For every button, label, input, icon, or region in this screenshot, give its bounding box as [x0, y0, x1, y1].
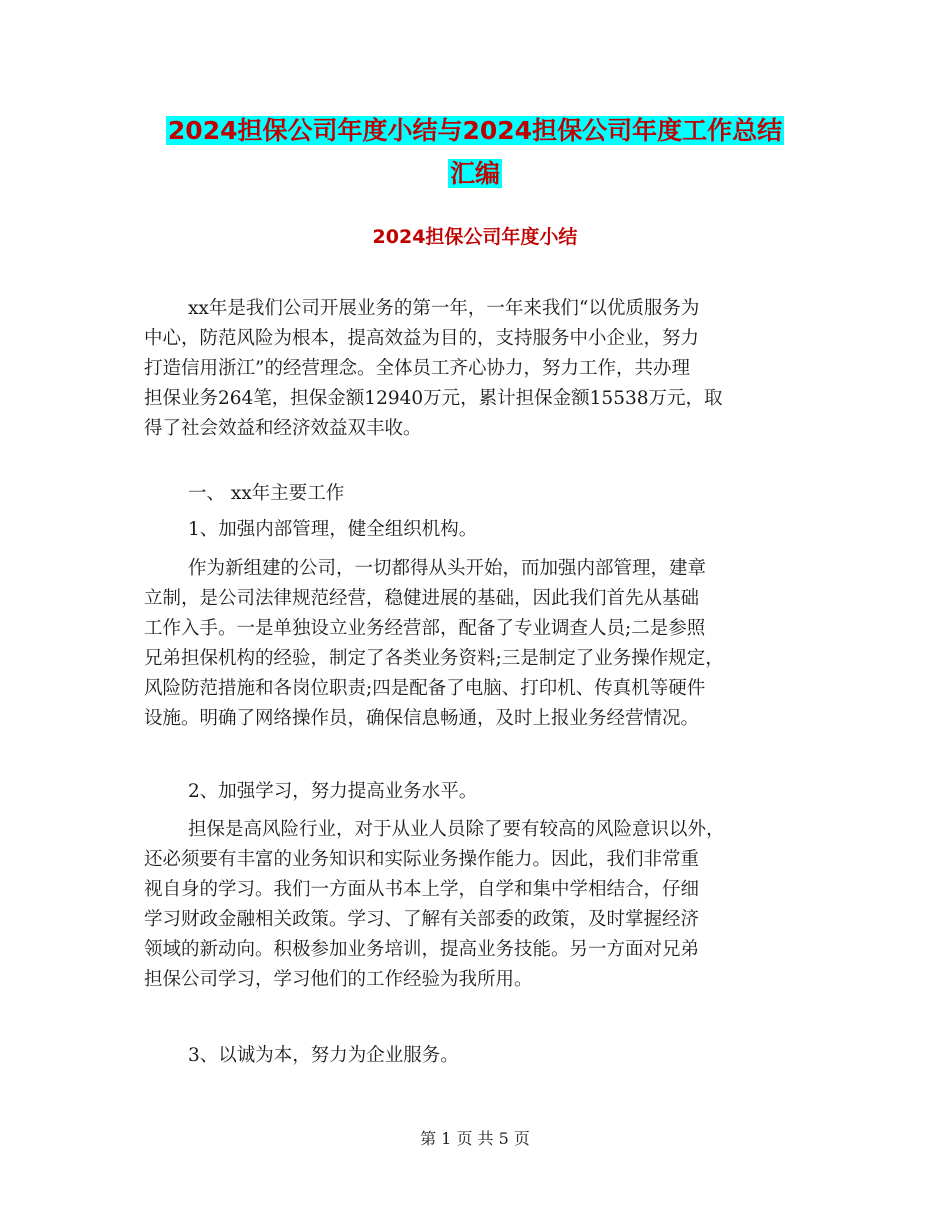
heading-text: 2、加强学习，努力提高业务水平。 — [188, 781, 478, 802]
text-line: 还必须要有丰富的业务知识和实际业务操作能力。因此，我们非常重 — [144, 849, 700, 870]
paragraph-1 — [144, 294, 814, 444]
text-line: 打造信用浙江”的经营理念。全体员工齐心协力，努力工作，共办理 — [144, 358, 690, 379]
text-line: 得了社会效益和经济效益双丰收。 — [144, 418, 422, 439]
document-title-line-1 — [0, 113, 950, 149]
heading-text: 1、加强内部管理，健全组织机构。 — [188, 519, 478, 540]
text-line: 担保是高风险行业，对于从业人员除了要有较高的风险意识以外， — [188, 819, 725, 840]
page-footer: 第 1 页 共 5 页 — [420, 1129, 530, 1148]
text-line: 担保业务264笔，担保金额12940万元，累计担保金额15538万元，取 — [144, 388, 723, 409]
text-line: 工作入手。一是单独设立业务经营部，配备了专业调查人员;二是参照 — [144, 618, 706, 639]
heading-text: 一、 xx年主要工作 — [188, 483, 345, 504]
heading-integrity-service — [144, 1041, 814, 1071]
heading-main-work — [144, 479, 814, 509]
document-title-text: 2024担保公司年度小结与2024担保公司年度工作总结 — [167, 116, 783, 145]
heading-text: 3、以诚为本，努力为企业服务。 — [188, 1045, 459, 1066]
text-line: 视自身的学习。我们一方面从书本上学，自学和集中学相结合，仔细 — [144, 879, 700, 900]
paragraph-3 — [144, 815, 814, 995]
text-line: xx年是我们公司开展业务的第一年，一年来我们“以优质服务为 — [188, 298, 700, 319]
text-line: 兄弟担保机构的经验，制定了各类业务资料;三是制定了业务操作规定， — [144, 648, 724, 669]
text-line: 中心，防范风险为根本，提高效益为目的，支持服务中小企业，努力 — [144, 328, 700, 349]
text-line: 学习财政金融相关政策。学习、了解有关部委的政策，及时掌握经济 — [144, 909, 700, 930]
document-title-text-cont: 汇编 — [449, 159, 500, 188]
text-line: 风险防范措施和各岗位职责;四是配备了电脑、打印机、传真机等硬件 — [144, 678, 706, 699]
text-line: 领域的新动向。积极参加业务培训，提高业务技能。另一方面对兄弟 — [144, 939, 700, 960]
section-subtitle: 2024担保公司年度小结 — [372, 226, 578, 248]
text-line: 担保公司学习，学习他们的工作经验为我所用。 — [144, 969, 533, 990]
text-line: 立制，是公司法律规范经营，稳健进展的基础，因此我们首先从基础 — [144, 588, 700, 609]
heading-improve-skills — [144, 777, 814, 807]
paragraph-2 — [144, 554, 814, 734]
document-title-line-2 — [0, 156, 950, 192]
text-line: 设施。明确了网络操作员，确保信息畅通，及时上报业务经营情况。 — [144, 708, 700, 729]
text-line: 作为新组建的公司，一切都得从头开始，而加强内部管理，建章 — [188, 558, 707, 579]
heading-internal-management — [144, 515, 814, 545]
